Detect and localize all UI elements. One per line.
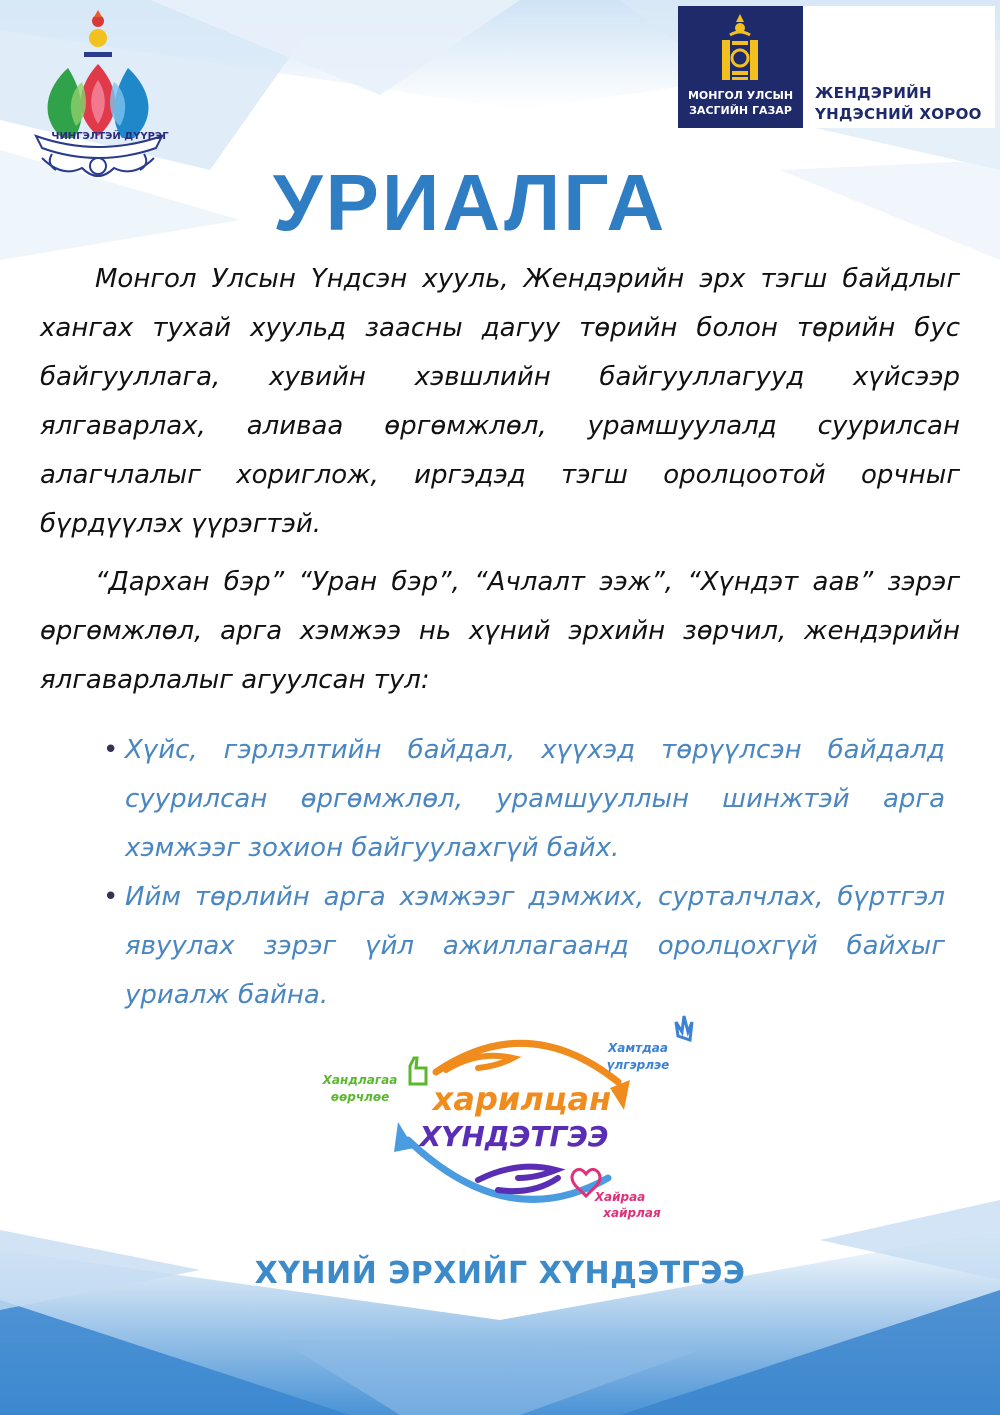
paragraph-1: Монгол Улсын Үндсэн хууль, Жендэрийн эрх тэгш байдлыг хангах тухай хуульд заасны дагуу төрийн болон төрийн бус байгууллага, хувийн хэвшлийн байгууллагууд хүйсээр ялгаварлах, аливаа өргөмжлөл, урамшуулалд суурилсан алагчлалыг хориглож, иргэдэд тэгш оролцоотой орчныг бүрдүүлэх үүрэгтэй. [40, 264, 960, 539]
footer-slogan: ХҮНИЙ ЭРХИЙГ ХҮНДЭТГЭЭ [254, 1256, 746, 1291]
bullet-dot-icon: • [103, 735, 119, 765]
logo-main-line2: ХҮНДЭТГЭЭ [419, 1120, 609, 1153]
list-item-text: Хүйс, гэрлэлтийн байдал, хүүхэд төрүүлсэн байдалд суурилсан өргөмжлөл, урамшууллын шинжтэй арга хэмжээг зохион байгуулахгүй байх. [125, 735, 945, 863]
appeal-list [105, 726, 945, 1020]
gov-text-line2: ЗАСГИЙН ГАЗАР [689, 104, 792, 117]
tag-blue-line1: Хамтдаа [608, 1041, 668, 1055]
thumbs-up-icon [410, 1058, 426, 1084]
committee-text-line2: ҮНДЭСНИЙ ХОРОО [815, 105, 982, 123]
campaign-logo [318, 1010, 718, 1225]
gender-committee-logo [803, 6, 995, 128]
soyombo-icon [678, 8, 803, 88]
government-logo [678, 6, 803, 128]
tag-green-line1: Хандлагаа [322, 1073, 398, 1087]
purple-hand-icon [478, 1167, 558, 1191]
logo-main-line1: харилцан [432, 1080, 612, 1118]
bullet-dot-icon: • [103, 882, 119, 912]
list-item [103, 873, 945, 1020]
list-item-text: Ийм төрлийн арга хэмжээг дэмжих, сурталчлах, бүртгэл явуулах зэрэг үйл ажиллагаанд оролцохгүй байхыг уриалж байна. [125, 882, 945, 1010]
tag-pink-line1: Хайраа [594, 1190, 646, 1204]
page-title: УРИАЛГА [272, 158, 668, 247]
hand-wave-icon [676, 1016, 692, 1040]
paragraph-2: “Дархан бэр” “Уран бэр”, “Ачлалт ээж”, “Хүндэт аав” зэрэг өргөмжлөл, арга хэмжээ нь хүний эрхийн зөрчил, жендэрийн ялгаварлалыг агуулсан тул: [40, 567, 960, 695]
district-logo-text: ЧИНГЭЛТЭЙ ДҮҮРЭГ [51, 131, 169, 142]
committee-text-line1: ЖЕНДЭРИЙН [815, 84, 932, 102]
gov-text-line1: МОНГОЛ УЛСЫН [687, 89, 794, 102]
list-item [103, 726, 945, 873]
tag-green-line2: өөрчлөе [330, 1090, 390, 1104]
blue-arrow-icon [394, 1122, 414, 1152]
orange-arrow-icon [610, 1080, 630, 1110]
tag-blue-line2: үлгэрлэе [606, 1058, 670, 1072]
tag-pink-line2: хайрлая [603, 1206, 661, 1220]
